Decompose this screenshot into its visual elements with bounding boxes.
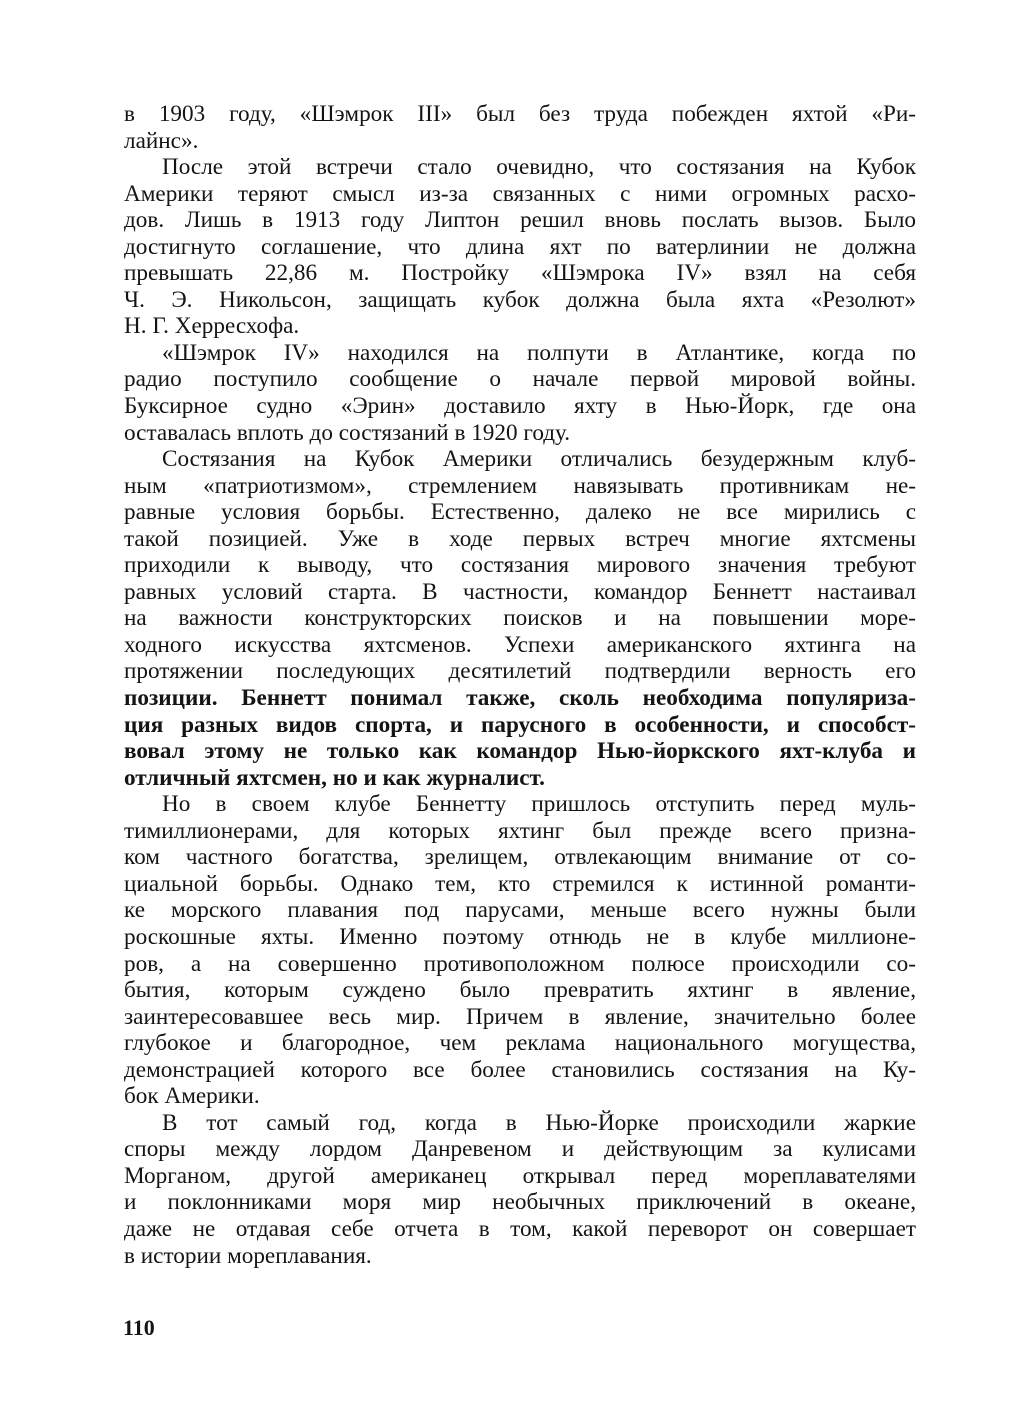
text-line: Н. Г. Херресхофа. — [124, 313, 300, 340]
text-line: После этой встречи стало очевидно, что состязания на Кубок — [162, 154, 916, 181]
text-line: ке морского плавания под парусами, меньше всего нужны были — [124, 897, 916, 924]
text-line: Ч. Э. Никольсон, защищать кубок должна была яхта «Резолют» — [124, 286, 916, 313]
paragraph — [124, 446, 916, 791]
text-line: демонстрацией которого все более становились состязания на Ку- — [124, 1056, 916, 1083]
text-line: Морганом, другой американец открывал перед мореплавателями — [124, 1162, 916, 1189]
text-line: отличный яхтсмен, но и как журналист. — [124, 764, 545, 791]
text-line: заинтересовавшее весь мир. Причем в явление, значительно более — [124, 1003, 916, 1030]
paragraph — [124, 154, 916, 340]
paragraph — [124, 101, 916, 154]
text-line: роскошные яхты. Именно поэтому отнюдь не в клубе миллионе- — [124, 923, 916, 950]
text-line: в истории мореплавания. — [124, 1242, 372, 1269]
text-line: ция разных видов спорта, и парусного в особенности, и способст- — [124, 711, 916, 738]
text-line: превышать 22,86 м. Постройку «Шэмрока IV» взял на себя — [124, 260, 916, 287]
text-line: оставалась вплоть до состязаний в 1920 году. — [124, 419, 571, 446]
text-line: позиции. Беннетт понимал также, сколь необходима популяриза- — [124, 685, 916, 712]
page-number: 110 — [123, 1315, 155, 1340]
text-line: достигнуто соглашение, что длина яхт по ватерлинии не должна — [124, 233, 916, 260]
text-line: тимиллионерами, для которых яхтинг был прежде всего призна- — [124, 817, 916, 844]
text-line: даже не отдавая себе отчета в том, какой переворот он совершает — [124, 1215, 916, 1242]
paragraph — [124, 340, 916, 446]
text-line: протяжении последующих десятилетий подтвердили верность его — [124, 658, 916, 685]
paragraph — [124, 1110, 916, 1269]
text-line: на важности конструкторских поисков и на повышении море- — [124, 605, 916, 632]
text-line: радио поступило сообщение о начале первой мировой войны. — [124, 366, 916, 393]
text-line: равных условий старта. В частности, командор Беннетт настаивал — [124, 578, 916, 605]
text-line: «Шэмрок IV» находился на полпути в Атлантике, когда по — [162, 339, 916, 366]
text-line: Состязания на Кубок Америки отличались безудержным клуб- — [162, 446, 916, 473]
paragraph — [124, 791, 916, 1110]
page-body — [124, 101, 916, 1269]
text-line: бок Америки. — [124, 1083, 260, 1110]
text-line: такой позицией. Уже в ходе первых встреч многие яхтсмены — [124, 525, 916, 552]
text-line: приходили к выводу, что состязания мирового значения требуют — [124, 552, 916, 579]
text-line: вовал этому не только как командор Нью-йоркского яхт-клуба и — [124, 738, 916, 765]
text-line: глубокое и благородное, чем реклама национального могущества, — [124, 1030, 916, 1057]
text-line: ком частного богатства, зрелищем, отвлекающим внимание от со- — [124, 844, 916, 871]
text-line: и поклонниками моря мир необычных приключений в океане, — [124, 1189, 916, 1216]
text-line: В тот самый год, когда в Нью-Йорке происходили жаркие — [162, 1109, 916, 1136]
text-line: циальной борьбы. Однако тем, кто стремился к истинной романти- — [124, 870, 916, 897]
text-line: ным «патриотизмом», стремлением навязывать противникам не- — [124, 472, 916, 499]
text-line: Буксирное судно «Эрин» доставило яхту в Нью-Йорк, где она — [124, 393, 916, 420]
text-line: Америки теряют смысл из-за связанных с ними огромных расхо- — [124, 180, 916, 207]
text-line: равные условия борьбы. Естественно, далеко не все мирились с — [124, 499, 916, 526]
text-line: ров, а на совершенно противоположном полюсе происходили со- — [124, 950, 916, 977]
text-line: бытия, которым суждено было превратить яхтинг в явление, — [124, 977, 916, 1004]
text-line: Но в своем клубе Беннетту пришлось отступить перед муль- — [162, 791, 916, 818]
text-line: споры между лордом Данревеном и действующим за кулисами — [124, 1136, 916, 1163]
text-line: ходного искусства яхтсменов. Успехи американского яхтинга на — [124, 631, 916, 658]
text-line: лайнс». — [124, 127, 199, 154]
text-line: дов. Лишь в 1913 году Липтон решил вновь послать вызов. Было — [124, 207, 916, 234]
text-line: в 1903 году, «Шэмрок III» был без труда побежден яхтой «Ри- — [124, 101, 916, 127]
